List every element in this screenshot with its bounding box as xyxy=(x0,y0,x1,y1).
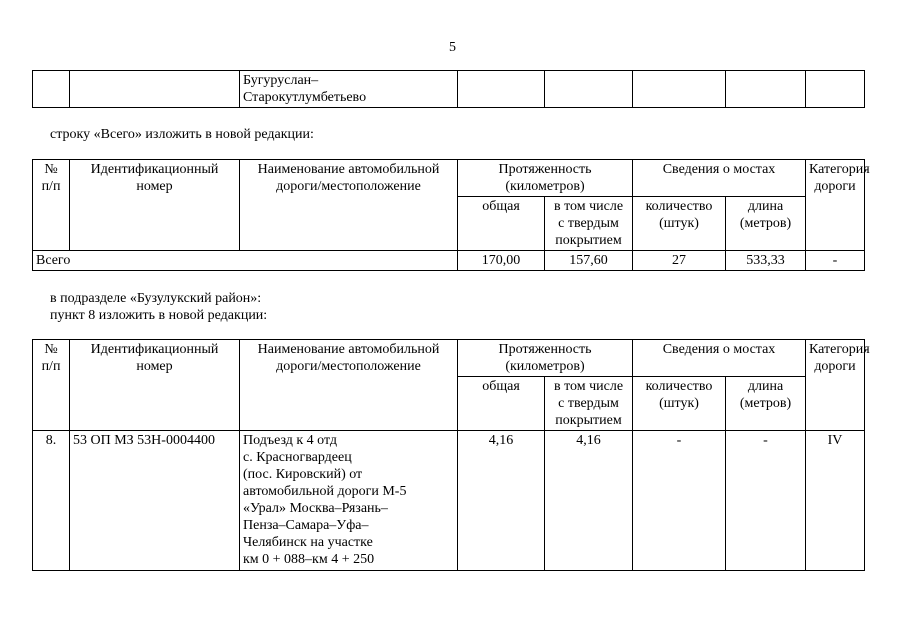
total-table xyxy=(32,159,870,271)
header-length: Протяженность (километров) xyxy=(458,160,633,197)
header-hard-surface: в том числе с твердым покрытием xyxy=(545,197,633,251)
table-row xyxy=(33,431,865,571)
total-label: Всего xyxy=(33,251,458,271)
total-hard-surface: 157,60 xyxy=(545,251,633,271)
header-name: Наименование автомобильной дороги/местоположение xyxy=(240,340,458,431)
row-road-name: Подъезд к 4 отд с. Красногвардеец (пос. Кировский) от автомобильной дороги М-5 «Урал» Москва–Рязань– Пенза–Самара–Уфа– Челябинск на участке км 0 + 088–км 4 + 250 xyxy=(240,431,458,571)
header-length: Протяженность (километров) xyxy=(458,340,633,377)
top-fragment-table xyxy=(32,70,865,108)
header-id: Идентификационный номер xyxy=(70,160,240,251)
row-bridge-count: - xyxy=(633,431,726,571)
table-cell xyxy=(633,71,726,108)
row-total-length: 4,16 xyxy=(458,431,545,571)
instruction-paragraph: в подразделе «Бузулукский район»: xyxy=(50,291,262,306)
header-bridge-length: длина (метров) xyxy=(726,197,806,251)
header-bridges: Сведения о мостах xyxy=(633,160,806,197)
header-category: Категория дороги xyxy=(806,340,865,431)
instruction-paragraph: строку «Всего» изложить в новой редакции: xyxy=(50,127,314,142)
item-8-table xyxy=(32,339,870,571)
header-num: № п/п xyxy=(33,340,70,431)
header-hard-surface: в том числе с твердым покрытием xyxy=(545,377,633,431)
row-num: 8. xyxy=(33,431,70,571)
total-bridge-length: 533,33 xyxy=(726,251,806,271)
header-category: Категория дороги xyxy=(806,160,865,251)
header-bridges: Сведения о мостах xyxy=(633,340,806,377)
header-bridge-count: количество (штук) xyxy=(633,197,726,251)
table-cell xyxy=(33,71,70,108)
road-name-cell: Бугуруслан– Старокутлумбетьево xyxy=(240,71,458,108)
header-num: № п/п xyxy=(33,160,70,251)
page-number: 5 xyxy=(449,40,456,55)
row-bridge-length: - xyxy=(726,431,806,571)
total-length: 170,00 xyxy=(458,251,545,271)
table-cell xyxy=(545,71,633,108)
total-category: - xyxy=(806,251,865,271)
header-total: общая xyxy=(458,197,545,251)
table-cell xyxy=(726,71,806,108)
header-total: общая xyxy=(458,377,545,431)
instruction-paragraph: пункт 8 изложить в новой редакции: xyxy=(50,308,268,323)
row-hard-surface: 4,16 xyxy=(545,431,633,571)
table-row xyxy=(33,251,865,271)
header-id: Идентификационный номер xyxy=(70,340,240,431)
total-bridge-count: 27 xyxy=(633,251,726,271)
row-id: 53 ОП МЗ 53Н-0004400 xyxy=(70,431,240,571)
header-name: Наименование автомобильной дороги/местоположение xyxy=(240,160,458,251)
header-bridge-length: длина (метров) xyxy=(726,377,806,431)
row-category: IV xyxy=(806,431,865,571)
table-cell xyxy=(458,71,545,108)
table-cell xyxy=(806,71,865,108)
table-cell xyxy=(70,71,240,108)
header-bridge-count: количество (штук) xyxy=(633,377,726,431)
